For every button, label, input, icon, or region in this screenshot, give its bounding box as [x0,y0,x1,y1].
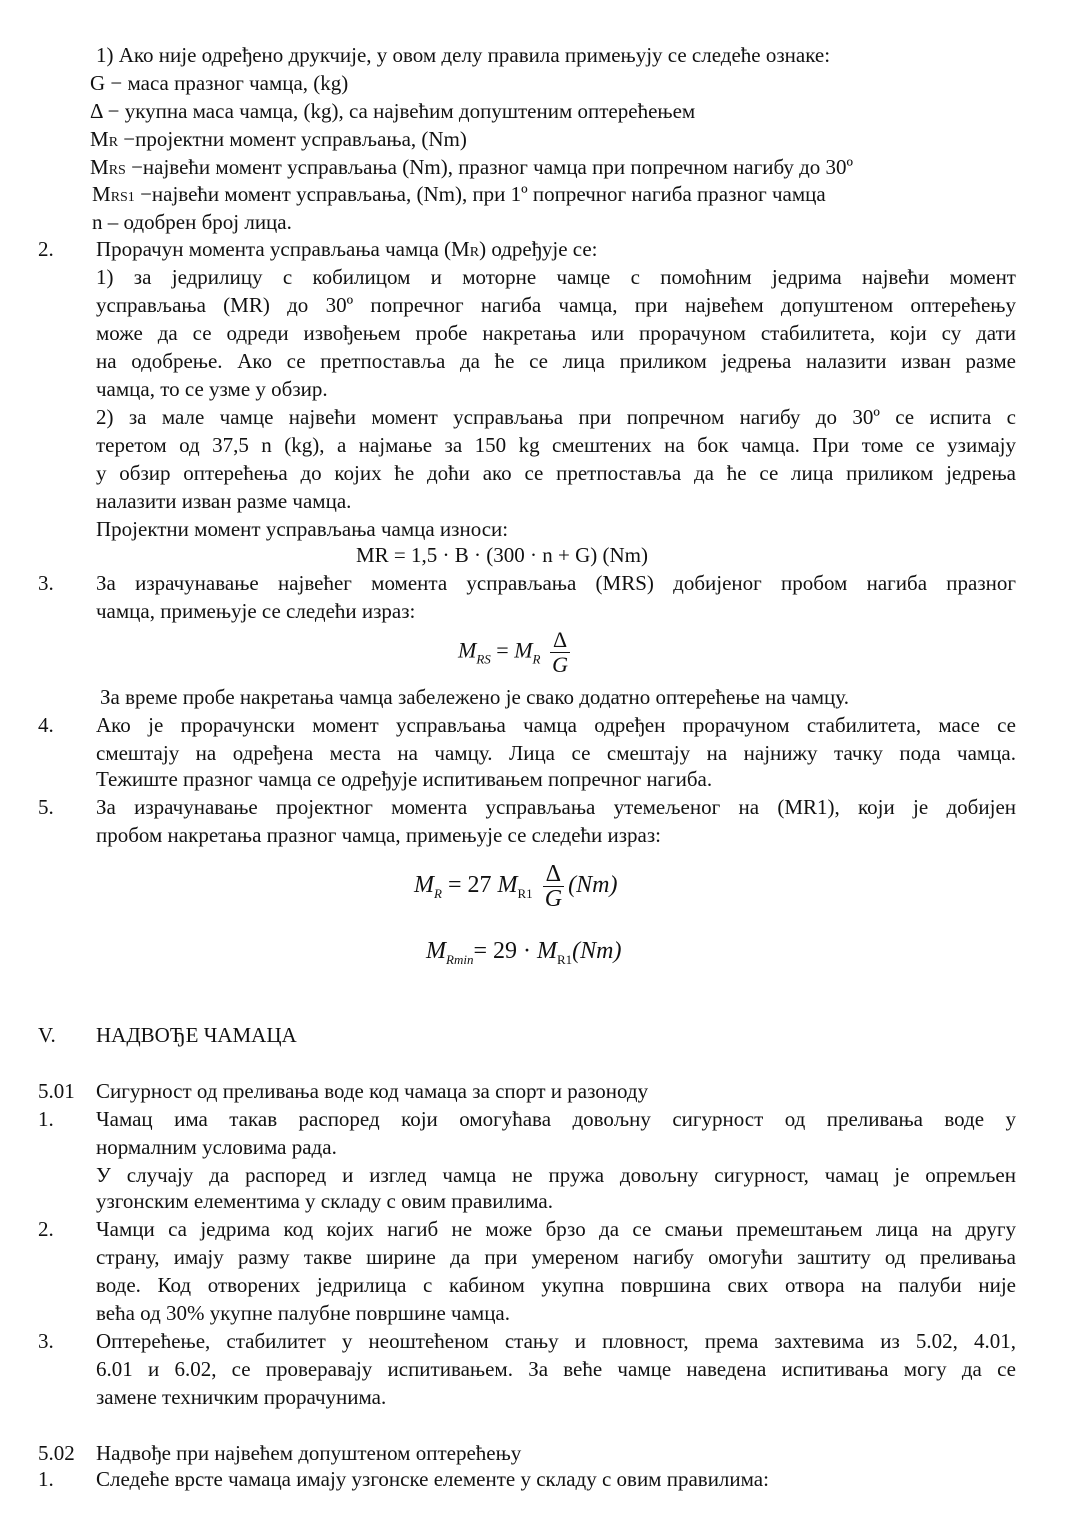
definition-g: G − маса празног чамца, (kg) [90,71,349,95]
definition-delta: Δ − укупна маса чамца, (kg), са највећим допуштеним оптерећењем [90,99,696,123]
paragraph-line: За време пробе накретања чамца забележено је свако додатно оптерећење на чамцу. [100,685,849,709]
paragraph-line: 1) за једрилицу с кобилицом и моторне чамце с помоћним једрима највећи момент [96,265,1016,289]
subsection-title: Надвође при највећем допуштеном оптерећењу [96,1441,522,1465]
paragraph-line: 6.01 и 6.02, се проверавају испитивањем. За веће чамце наведена испитивања могу да се [96,1357,1016,1381]
design-moment-formula: MR = 1,5 · B · (300 · n + G) (Nm) [356,543,648,567]
fraction: $\frac{\Delta}{G}$ [543,862,564,911]
item2-title: Прорачун момента усправљања чамца (MR) одређује се: [96,237,598,261]
paragraph-line: на одобрење. Ако се претпоставља да ће се лица приликом једрења налазити изван разме [96,349,1016,373]
paragraph-line: За израчунавање највећег момента усправљања (MRS) добијеног пробом нагиба празног [96,571,1016,595]
item-number: 4. [38,713,54,737]
paragraph-line: Чамац има такав распоред који омогућава довољну сигурност од преливања воде у [96,1107,1016,1131]
item-number: 3. [38,571,54,595]
paragraph-line: нормалним условима рада. [96,1135,337,1159]
paragraph-line: усправљања (MR) до 30º попречног нагиба чамца, при највећем допуштеном оптерећењу [96,293,1016,317]
paragraph-line: Следеће врсте чамаца имају узгонске елементе у складу с овим правилима: [96,1467,769,1491]
item-number: 2. [38,1217,54,1241]
fraction: $\frac{\Delta}{G}$ [550,628,570,677]
paragraph-line: узгонским елементима у складу с овим правилима. [96,1189,553,1213]
mr-min-formula: $M_{Rmin}= 29 \cdot M_{R1}(Nm)$ [426,938,622,967]
subsection-number: 5.02 [38,1441,75,1465]
paragraph-line: Пројектни момент усправљања чамца износи: [96,517,509,541]
item-number: 3. [38,1329,54,1353]
item-number: 5. [38,795,54,819]
subsection-number: 5.01 [38,1079,75,1103]
item-number: 1. [38,1107,54,1131]
section-title: НАДВОЂЕ ЧАМАЦА [96,1023,297,1047]
paragraph-line: чамца, примењује се следећи израз: [96,599,416,623]
definition-mrs: MRS −највећи момент усправљања (Nm), празног чамца при попречном нагибу до 30º [90,155,854,179]
paragraph-line: За израчунавање пројектног момента усправљања утемељеног на (MR1), који је добијен [96,795,1016,819]
paragraph-line: У случају да распоред и изглед чамца не пружа довољну сигурност, чамац је опремљен [96,1163,1016,1187]
mrs-formula: $M_{RS} = M_R$ $\frac{\Delta}{G}$ [458,628,574,677]
subsection-title: Сигурност од преливања воде код чамаца за спорт и разоноду [96,1079,649,1103]
definitions-intro: 1) Ако није одређено друкчије, у овом делу правила примењују се следеће ознаке: [96,43,831,67]
paragraph-line: Чамци са једрима код којих нагиб не може брзо да се смањи премештањем лица на другу [96,1217,1016,1241]
definition-mrs1: MRS1 −највећи момент усправљања, (Nm), при 1º попречног нагиба празног чамца [92,182,826,206]
paragraph-line: Тежиште празног чамца се одређује испитивањем попречног нагиба. [96,767,713,791]
paragraph-line: пробом накретања празног чамца, примењује се следећи израз: [96,823,661,847]
paragraph-line: воде. Код отворених једрилица с кабином укупна површина свих отвора на палуби није [96,1273,1016,1297]
paragraph-line: Ако је прорачунски момент усправљања чамца одређен прорачуном стабилитета, масе се [96,713,1016,737]
paragraph-line: страну, имају разму такве ширине да при умереном нагибу омогући заштиту од преливања [96,1245,1016,1269]
mr-formula: $M_R = 27$ $M_{R1}$ $\frac{\Delta}{G}$ (Nm) [414,861,618,912]
paragraph-line: већа од 30% укупне палубне површине чамца. [96,1301,511,1325]
paragraph-line: може да се одреди извођењем пробе накретања или прорачуном стабилитета, који су дати [96,321,1016,345]
item-number: 2. [38,237,54,261]
paragraph-line: Оптерећење, стабилитет у неоштећеном стању и пловност, према захтевима из 5.02, 4.01, [96,1329,1016,1353]
paragraph-line: 2) за мале чамце највећи момент усправљања при попречном нагибу до 30º се испита с [96,405,1016,429]
section-number: V. [38,1023,56,1047]
item-number: 1. [38,1467,54,1491]
definition-mr: MR −пројектни момент усправљања, (Nm) [90,127,467,151]
paragraph-line: смештају на одређена места на чамцу. Лица се смештају на најнижу тачку пода чамца. [96,741,1016,765]
paragraph-line: чамца, то се узме у обзир. [96,377,328,401]
paragraph-line: у обзир оптерећења до којих ће доћи ако се претпоставља да ће се лица приликом једрења [96,461,1016,485]
paragraph-line: теретом од 37,5 n (kg), а најмање за 150 kg смештених на бок чамца. При томе се узимају [96,433,1016,457]
paragraph-line: налазити изван разме чамца. [96,489,352,513]
definition-n: n – одобрен број лица. [92,210,292,234]
paragraph-line: замене техничким прорачунима. [96,1385,387,1409]
